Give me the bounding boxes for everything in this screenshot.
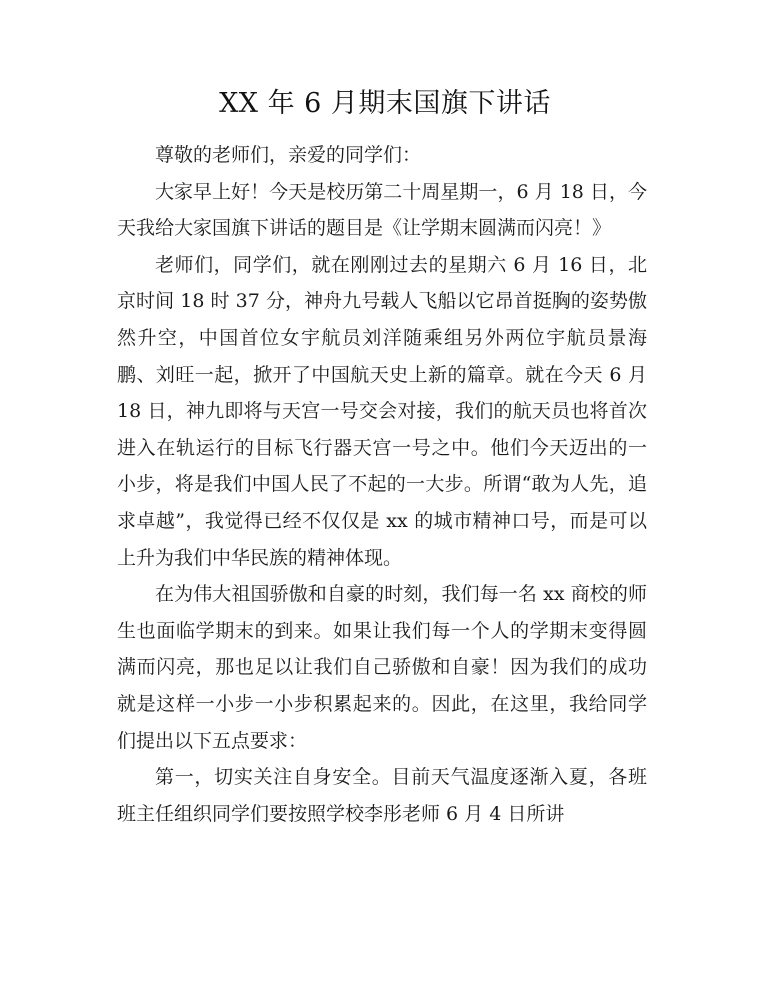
paragraph-shenzhou: 老师们，同学们，就在刚刚过去的星期六 6 月 16 日，北京时间 18 时 37 分，神舟九号载人飞船以它昂首挺胸的姿势傲然升空，中国首位女宇航员刘洋随乘组另外两位宇航员景海鹏、刘旺一起，掀开了中国航天史上新的篇章。就在今天 6 月 18 日，神九即将与天宫一号交会对接，我们的航天员也将首次进入在轨运行的目标飞行器天宫一号之中。他们今天迈出的一小步，将是我们中国人民了不起的一大步。所谓“敢为人先，追求卓越”，我觉得已经不仅仅是 xx 的城市精神口号，而是可以上升为我们中华民族的精神体现。	[117, 253, 647, 569]
paragraph-greeting: 尊敬的老师们，亲爱的同学们：	[155, 144, 422, 166]
document-body	[117, 137, 647, 832]
document-title: XX 年 6 月期末国旗下讲话	[219, 88, 551, 119]
paragraph-semester-end: 在为伟大祖国骄傲和自豪的时刻，我们每一名 xx 商校的师生也面临学期末的到来。如果让我们每一个人的学期末变得圆满而闪亮，那也足以让我们自己骄傲和自豪！因为我们的成功就是这样一小步一小步积累起来的。因此，在这里，我给同学们提出以下五点要求：	[117, 583, 647, 752]
paragraph-requirement-one: 第一，切实关注自身安全。目前天气温度逐渐入夏，各班班主任组织同学们要按照学校李彤老师 6 月 4 日所讲	[117, 766, 647, 825]
paragraph-opening: 大家早上好！今天是校历第二十周星期一，6 月 18 日，今天我给大家国旗下讲话的题目是《让学期末圆满而闪亮！》	[117, 180, 647, 240]
